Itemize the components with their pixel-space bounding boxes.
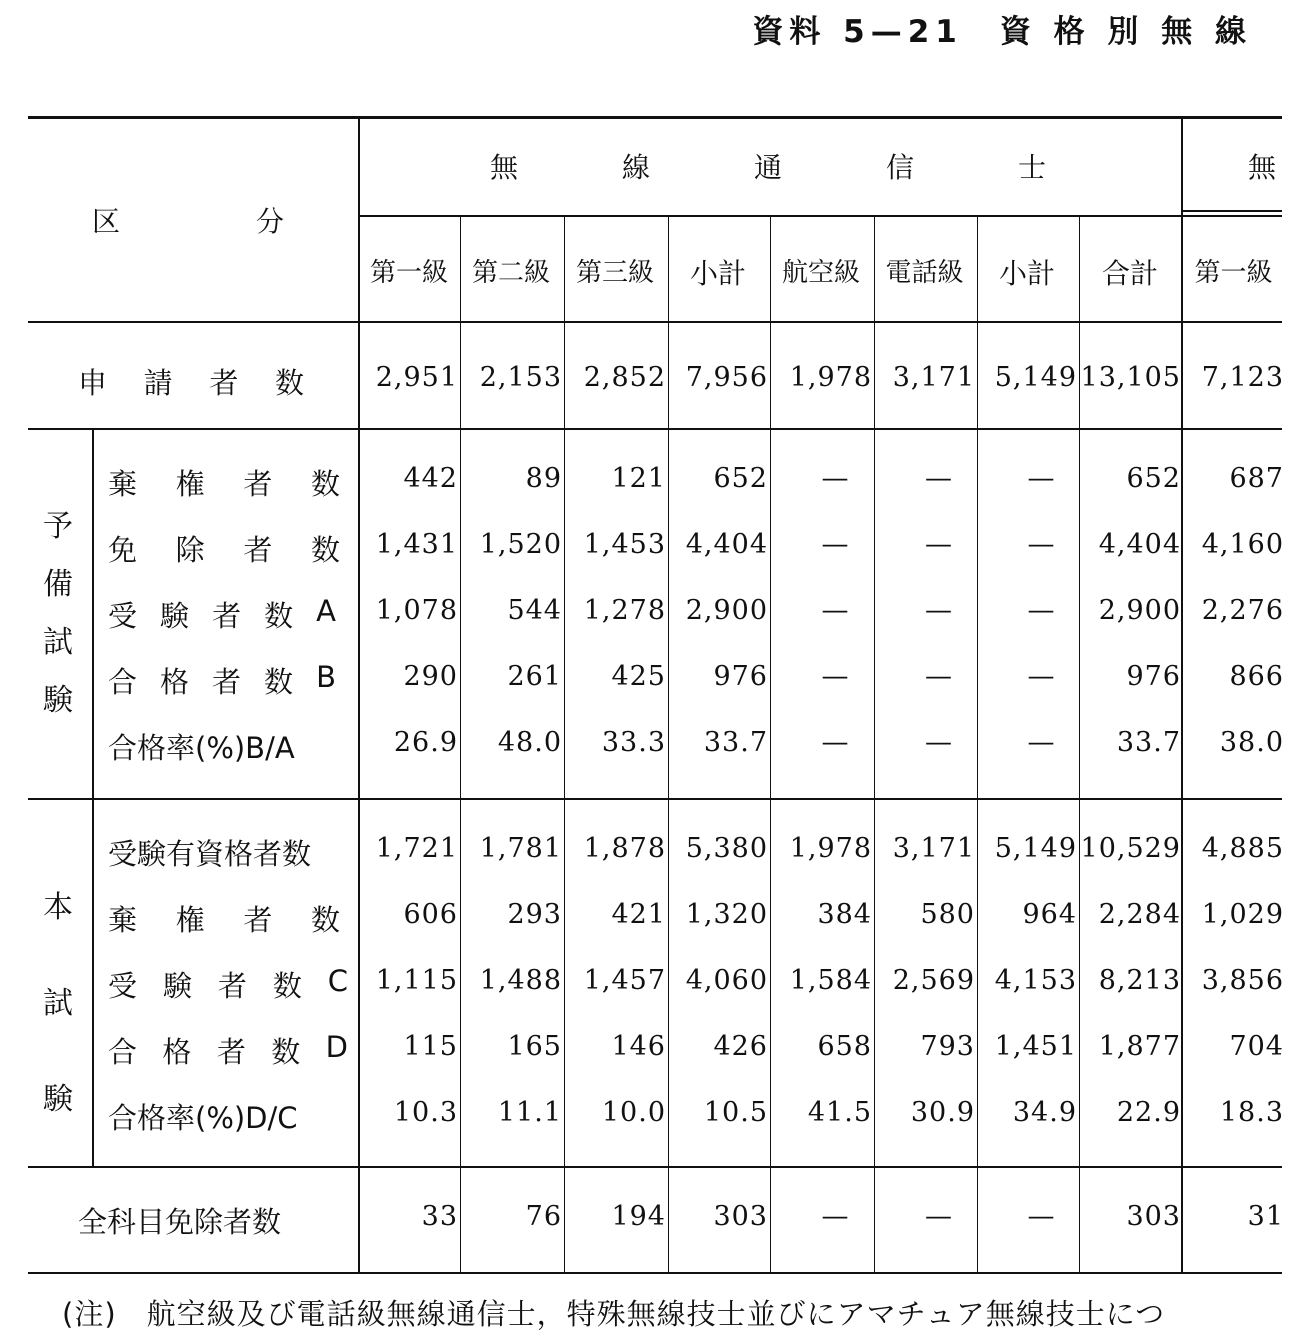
- table-cell: 793: [920, 1031, 975, 1062]
- table-cell: 76: [525, 1201, 562, 1232]
- row-label-part: 数: [271, 1035, 301, 1069]
- section-inner-rule-hon: [92, 800, 94, 1166]
- table-cell: 964: [1022, 899, 1077, 930]
- table-cell: —: [925, 529, 953, 560]
- table-cell: 115: [403, 1031, 458, 1062]
- column-header: 合計: [1101, 257, 1158, 290]
- row-label-part: 免: [108, 533, 138, 567]
- table-cell: 34.9: [1012, 1097, 1077, 1128]
- kubun-header-1: 区: [92, 205, 121, 238]
- row-label-part: 者: [243, 467, 273, 501]
- table-cell: 652: [1126, 463, 1181, 494]
- row-label-part: A: [316, 594, 336, 628]
- table-cell: 5,149: [994, 833, 1077, 864]
- row-label: [108, 898, 340, 939]
- row-label-part: 者: [212, 599, 242, 633]
- row-label-part: D: [325, 1030, 348, 1064]
- row-rule-3: [28, 1166, 1282, 1168]
- column-header: 電話級: [885, 258, 964, 288]
- row-label-part: 受: [108, 599, 138, 633]
- header-bottom-rule: [28, 321, 1282, 323]
- table-cell: 7,123: [1201, 362, 1284, 393]
- table-cell: —: [821, 463, 850, 494]
- section-yobi-char: 予: [43, 509, 73, 544]
- row-label: [108, 1030, 348, 1071]
- row-label-part: 請: [143, 366, 173, 400]
- table-top-rule: [28, 116, 1282, 119]
- table-cell: 606: [403, 899, 458, 930]
- section-yobi-char: 試: [43, 625, 73, 660]
- row-label: [108, 832, 340, 873]
- table-cell: 1,078: [375, 595, 458, 626]
- row-label-part: 格: [162, 1035, 192, 1069]
- table-cell: 303: [1126, 1201, 1181, 1232]
- table-cell: 1,457: [583, 965, 666, 996]
- row-label-part: 全科目免除者数: [78, 1205, 282, 1239]
- table-cell: 31: [1247, 1201, 1284, 1232]
- row-label-part: 合格率(%)D/C: [108, 1101, 298, 1135]
- table-cell: 1,115: [375, 965, 458, 996]
- table-cell: 33.7: [1116, 727, 1181, 758]
- row-label-part: 合: [108, 1035, 138, 1069]
- row-label-part: 除: [175, 533, 205, 567]
- table-cell: —: [1027, 595, 1056, 626]
- row-label-part: 数: [274, 366, 304, 400]
- section-label-hon: [38, 860, 78, 1148]
- table-cell: —: [925, 727, 953, 758]
- row-label-part: 験: [160, 599, 190, 633]
- table-cell: 13,105: [1080, 362, 1181, 393]
- column-header: 小計: [998, 257, 1055, 290]
- row-label-part: 合格率(%)B/A: [108, 731, 295, 765]
- table-cell: 2,900: [1098, 595, 1181, 626]
- table-cell: 121: [611, 463, 666, 494]
- table-cell: 1,978: [789, 362, 872, 393]
- table-cell: 4,404: [1098, 529, 1181, 560]
- table-cell: 8,213: [1098, 965, 1181, 996]
- table-cell: 30.9: [910, 1097, 975, 1128]
- table-cell: 11.1: [497, 1097, 562, 1128]
- table-cell: 687: [1229, 463, 1284, 494]
- row-label: [108, 462, 340, 503]
- table-cell: 1,451: [994, 1031, 1077, 1062]
- table-cell: 2,284: [1098, 899, 1181, 930]
- row-label-part: 者: [243, 533, 273, 567]
- group2-header-rule: [1183, 210, 1282, 212]
- table-cell: 18.3: [1219, 1097, 1284, 1128]
- table-cell: 1,431: [375, 529, 458, 560]
- table-cell: 658: [817, 1031, 872, 1062]
- row-label-part: 数: [310, 533, 340, 567]
- table-cell: 10.0: [601, 1097, 666, 1128]
- section-yobi-char: 備: [43, 567, 73, 602]
- table-cell: —: [821, 529, 850, 560]
- table-cell: —: [925, 661, 953, 692]
- table-cell: 3,171: [892, 362, 975, 393]
- table-cell: 261: [507, 661, 562, 692]
- table-cell: 48.0: [497, 727, 562, 758]
- row-label-part: 数: [264, 665, 294, 699]
- group-header-rule: [360, 215, 1282, 217]
- table-cell: —: [925, 463, 953, 494]
- row-label-part: 合: [108, 665, 138, 699]
- row-label-part: 数: [272, 969, 302, 1003]
- row-label-part: 受: [108, 969, 138, 1003]
- table-cell: 33.7: [703, 727, 768, 758]
- table-cell: 976: [713, 661, 768, 692]
- table-cell: —: [925, 595, 953, 626]
- row-label-part: 棄: [108, 467, 138, 501]
- kubun-header-2: 分: [256, 205, 285, 238]
- table-cell: 1,520: [479, 529, 562, 560]
- table-cell: —: [925, 1201, 953, 1232]
- row-label-part: 者: [243, 903, 273, 937]
- table-cell: 1,584: [789, 965, 872, 996]
- column-header: 航空級: [781, 258, 860, 288]
- column-header: 小計: [689, 257, 746, 290]
- row-label-part: 棄: [108, 903, 138, 937]
- row-label: [108, 964, 348, 1005]
- row-label: [108, 528, 340, 569]
- table-cell: 5,380: [685, 833, 768, 864]
- table-cell: 1,781: [479, 833, 562, 864]
- table-cell: 5,149: [994, 362, 1077, 393]
- table-cell: 704: [1229, 1031, 1284, 1062]
- table-cell: 3,171: [892, 833, 975, 864]
- table-cell: 41.5: [807, 1097, 872, 1128]
- table-cell: 33.3: [601, 727, 666, 758]
- table-cell: 2,569: [892, 965, 975, 996]
- group-header-char-2: 線: [622, 151, 651, 184]
- table-cell: 1,278: [583, 595, 666, 626]
- row-label: [108, 660, 336, 701]
- table-cell: 384: [817, 899, 872, 930]
- row-label-part: 者: [216, 1035, 246, 1069]
- table-cell: 425: [611, 661, 666, 692]
- table-cell: 2,900: [685, 595, 768, 626]
- table-cell: 165: [507, 1031, 562, 1062]
- row-label-part: C: [327, 964, 348, 998]
- table-cell: 1,453: [583, 529, 666, 560]
- table-cell: 4,404: [685, 529, 768, 560]
- table-cell: —: [1027, 1201, 1056, 1232]
- row-label-part: 験: [162, 969, 192, 1003]
- table-cell: 866: [1229, 661, 1284, 692]
- section-hon-char: 験: [43, 1082, 73, 1117]
- row-label: [108, 726, 348, 767]
- row-label-part: 者: [209, 366, 239, 400]
- table-cell: 293: [507, 899, 562, 930]
- row-label: [108, 594, 336, 635]
- column-header: 第一級: [1194, 258, 1273, 288]
- table-cell: —: [1027, 529, 1056, 560]
- table-cell: 89: [525, 463, 562, 494]
- table-cell: 2,852: [583, 362, 666, 393]
- table-cell: 290: [403, 661, 458, 692]
- column-header: 第三級: [575, 258, 654, 288]
- table-cell: 303: [713, 1201, 768, 1232]
- table-cell: 22.9: [1116, 1097, 1181, 1128]
- table-cell: —: [821, 661, 850, 692]
- table-cell: 194: [611, 1201, 666, 1232]
- column-header: 第一級: [369, 258, 448, 288]
- table-cell: 976: [1126, 661, 1181, 692]
- table-cell: —: [1027, 661, 1056, 692]
- row-label: [78, 361, 304, 402]
- table-cell: 10,529: [1080, 833, 1181, 864]
- row-label: [108, 1096, 348, 1137]
- section-hon-char: 試: [43, 986, 73, 1021]
- table-cell: 652: [713, 463, 768, 494]
- row-label-part: 数: [310, 903, 340, 937]
- page-title: 資料 5—21 資 格 別 無 線: [752, 14, 1252, 50]
- row-rule-1: [28, 428, 1282, 430]
- group2-header: 無: [1248, 151, 1277, 184]
- table-cell: —: [821, 1201, 850, 1232]
- column-header: 第二級: [471, 258, 550, 288]
- table-cell: 4,060: [685, 965, 768, 996]
- section-inner-rule-yobi: [92, 430, 94, 798]
- table-cell: 421: [611, 899, 666, 930]
- row-label-part: 申: [78, 366, 108, 400]
- row-label-part: 数: [310, 467, 340, 501]
- row-label-part: 格: [160, 665, 190, 699]
- table-cell: —: [821, 727, 850, 758]
- table-cell: 10.5: [703, 1097, 768, 1128]
- table-cell: 26.9: [393, 727, 458, 758]
- table-cell: 4,153: [994, 965, 1077, 996]
- table-cell: 10.3: [393, 1097, 458, 1128]
- table-cell: 4,885: [1201, 833, 1284, 864]
- row-label-part: 権: [175, 467, 205, 501]
- table-cell: —: [1027, 463, 1056, 494]
- table-cell: 1,978: [789, 833, 872, 864]
- group-header-char-5: 士: [1018, 151, 1047, 184]
- table-cell: 2,276: [1201, 595, 1284, 626]
- row-label-part: 権: [175, 903, 205, 937]
- table-cell: 2,951: [375, 362, 458, 393]
- row-label-part: 受験有資格者数: [108, 837, 312, 871]
- table-cell: 33: [421, 1201, 458, 1232]
- table-cell: 544: [507, 595, 562, 626]
- section-yobi-char: 験: [43, 683, 73, 718]
- table-cell: 1,721: [375, 833, 458, 864]
- table-cell: 7,956: [685, 362, 768, 393]
- row-label-part: 数: [264, 599, 294, 633]
- table-cell: 38.0: [1219, 727, 1284, 758]
- group-header-char-3: 通: [754, 151, 783, 184]
- table-bottom-rule: [28, 1272, 1282, 1274]
- footnote: (注) 航空級及び電話級無線通信士，特殊無線技士並びにアマチュア無線技士につ: [62, 1297, 1166, 1331]
- section-label-yobi: [38, 498, 78, 730]
- table-cell: 1,878: [583, 833, 666, 864]
- group-header-char-4: 信: [886, 151, 915, 184]
- table-cell: —: [821, 595, 850, 626]
- row-label-part: 者: [217, 969, 247, 1003]
- table-cell: 4,160: [1201, 529, 1284, 560]
- table-cell: —: [1027, 727, 1056, 758]
- row-label: [78, 1200, 310, 1241]
- row-label-part: B: [316, 660, 336, 694]
- table-cell: 1,877: [1098, 1031, 1181, 1062]
- table-cell: 426: [713, 1031, 768, 1062]
- row-label-part: 者: [212, 665, 242, 699]
- table-cell: 1,029: [1201, 899, 1284, 930]
- table-cell: 2,153: [479, 362, 562, 393]
- table-cell: 580: [920, 899, 975, 930]
- row-rule-2: [28, 798, 1282, 800]
- table-cell: 1,488: [479, 965, 562, 996]
- table-cell: 442: [403, 463, 458, 494]
- table-cell: 146: [611, 1031, 666, 1062]
- section-hon-char: 本: [43, 890, 73, 925]
- group-header-char-1: 無: [490, 151, 519, 184]
- table-cell: 3,856: [1201, 965, 1284, 996]
- table-cell: 1,320: [685, 899, 768, 930]
